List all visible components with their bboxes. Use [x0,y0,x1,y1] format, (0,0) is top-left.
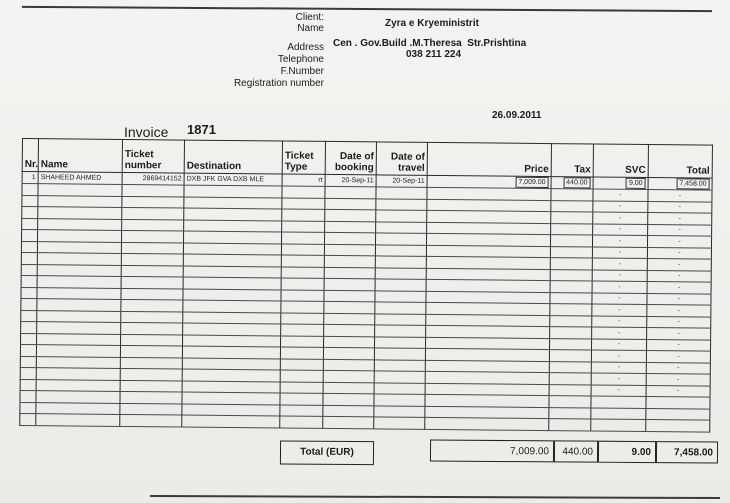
total-grand: 7,458.00 [656,441,718,463]
empty-cell [550,258,592,270]
empty-cell [549,407,591,419]
empty-cell [281,243,324,255]
empty-cell [550,292,592,304]
empty-cell [281,255,324,267]
header-total: Total [648,145,712,179]
empty-cell [376,221,427,233]
empty-cell [183,323,281,335]
empty-cell [184,197,282,209]
empty-cell: - [647,282,711,294]
empty-cell [325,186,376,198]
empty-cell [20,367,36,379]
empty-cell [324,232,375,244]
header-date-travel: Date of travel [376,142,427,175]
empty-cell [281,289,324,301]
empty-cell [22,184,38,196]
empty-cell [282,186,325,198]
empty-cell [184,208,282,220]
empty-cell [280,393,323,405]
empty-cell [323,382,374,394]
bottom-rule [150,495,720,499]
empty-cell [549,419,591,431]
row-nr: 1 [22,172,38,184]
empty-cell [282,197,325,209]
empty-cell [324,313,375,325]
empty-cell [323,359,374,371]
empty-cell [323,347,374,359]
empty-cell: - [592,292,647,304]
total-tax: 440.00 [554,440,598,462]
empty-cell [374,417,425,429]
empty-cell [591,396,646,408]
empty-cell: - [647,328,711,340]
empty-cell [22,195,38,207]
header-date-booking: Date of booking [325,141,376,174]
total-price: 7,009.00 [430,440,554,463]
client-name: Zyra e Kryeministrit [385,18,479,29]
row-ticket-type: rt [282,174,325,186]
empty-cell [182,392,280,404]
empty-cell: - [646,339,710,351]
row-tax-value: 440.00 [563,177,591,188]
empty-cell [21,321,37,333]
empty-cell [22,218,38,230]
empty-cell [121,253,183,265]
header-name: Name [38,139,122,173]
empty-cell [122,184,184,196]
empty-cell [121,334,183,346]
empty-cell [646,397,710,409]
empty-cell [375,279,426,291]
empty-cell [184,231,282,243]
empty-cell: - [593,200,648,212]
empty-cell [375,290,426,302]
empty-cell [324,244,375,256]
empty-cell: - [592,258,647,270]
empty-cell [551,212,593,224]
empty-cell: - [648,213,712,225]
empty-cell [550,246,592,258]
empty-cell [591,407,646,419]
empty-cell [646,420,710,432]
empty-cell [376,198,427,210]
empty-cell [281,324,324,336]
empty-cell: - [591,361,646,373]
empty-cell: - [647,293,711,305]
empty-cell [550,315,592,327]
empty-cell [22,230,38,242]
empty-cell: - [592,327,647,339]
empty-cell [21,310,37,322]
empty-cell [36,368,120,380]
client-label: Client: [295,12,324,23]
empty-cell [280,347,323,359]
empty-cell [281,301,324,313]
empty-cell [549,384,591,396]
empty-cell: - [592,235,647,247]
empty-cell [375,233,426,245]
empty-cell [121,311,183,323]
row-price-value: 7,009.00 [515,177,548,188]
header-ticket-number: Ticket number [122,139,184,173]
fnumber-label: F.Number [280,66,324,77]
empty-cell: - [646,374,710,386]
empty-cell [375,256,426,268]
empty-cell [549,338,591,350]
empty-cell [183,289,281,301]
empty-cell [280,381,323,393]
empty-cell [281,335,324,347]
client-address: Cen . Gov.Build .M.Theresa Str.Prishtina [333,38,527,49]
empty-cell: - [592,304,647,316]
empty-cell [375,267,426,279]
empty-cell [323,416,374,428]
empty-cell [549,350,591,362]
row-svc-value: 9.00 [626,178,646,189]
empty-cell [184,220,282,232]
empty-cell: - [647,259,711,271]
empty-cell [120,391,182,403]
empty-cell [36,391,120,403]
empty-cell [374,394,425,406]
empty-cell: - [591,338,646,350]
empty-cell [375,313,426,325]
empty-cell [551,200,593,212]
header-price: Price [427,142,551,176]
empty-cell: - [593,189,648,201]
total-eur-label: Total (EUR) [280,440,374,465]
empty-cell [182,358,280,370]
empty-cell: - [591,384,646,396]
empty-cell [37,241,121,253]
invoice-number: 1871 [187,122,216,137]
empty-cell [121,265,183,277]
empty-cell [121,288,183,300]
empty-cell [182,369,280,381]
empty-cell [425,417,549,430]
empty-cell [550,269,592,281]
empty-cell [281,266,324,278]
total-svc: 9.00 [598,441,656,463]
empty-cell [375,336,426,348]
empty-cell [550,235,592,247]
empty-cell [183,266,281,278]
empty-cell [38,195,122,207]
empty-cell [37,287,121,299]
empty-cell: - [593,223,648,235]
empty-cell: - [592,269,647,281]
header-svc: SVC [593,144,648,178]
empty-cell [324,267,375,279]
row-svc [593,177,648,190]
empty-cell [122,196,184,208]
empty-cell [120,403,182,415]
invoice-date: 26.09.2011 [492,110,542,121]
empty-cell [551,223,593,235]
empty-cell [120,345,182,357]
empty-cell [122,230,184,242]
header-ticket-type: Ticket Type [282,141,325,174]
empty-cell [280,370,323,382]
empty-cell: - [592,315,647,327]
empty-cell [37,322,121,334]
row-name: SHAHEED AHMED [38,172,122,185]
empty-cell: - [647,247,711,259]
empty-cell [21,287,37,299]
empty-cell [281,232,324,244]
empty-cell [280,358,323,370]
row-total-value: 7,458.00 [676,178,709,189]
empty-cell [37,333,121,345]
empty-cell [281,312,324,324]
empty-cell [36,379,120,391]
empty-cell [323,370,374,382]
empty-cell: - [648,190,712,202]
empty-cell [324,255,375,267]
empty-cell [374,359,425,371]
empty-cell: - [593,212,648,224]
empty-cell [323,393,374,405]
empty-cell [121,299,183,311]
empty-cell [38,218,122,230]
empty-cell: - [647,270,711,282]
empty-cell [121,276,183,288]
empty-cell [36,356,120,368]
empty-cell [121,322,183,334]
empty-cell [20,356,36,368]
empty-cell [183,277,281,289]
empty-cell: - [591,350,646,362]
empty-cell [282,220,325,232]
empty-cell [21,275,37,287]
empty-cell [550,327,592,339]
empty-cell [21,333,37,345]
empty-cell [374,382,425,394]
empty-cell [20,413,36,425]
empty-cell [375,325,426,337]
row-date-booking: 20-Sep-11 [325,174,376,186]
empty-cell [36,345,120,357]
empty-cell: - [592,281,647,293]
header-nr: Nr. [22,139,38,172]
empty-cell [280,416,323,428]
empty-cell [183,300,281,312]
empty-cell: - [592,246,647,258]
empty-cell [374,348,425,360]
empty-cell: - [646,362,710,374]
empty-cell [374,405,425,417]
empty-cell [324,336,375,348]
registration-label: Registration number [233,78,324,89]
empty-cell [37,310,121,322]
empty-cell [22,207,38,219]
empty-cell [121,242,183,254]
empty-cell [324,301,375,313]
empty-cell [280,404,323,416]
invoice-label: Invoice [124,124,169,140]
empty-cell [591,419,646,431]
empty-cell [324,290,375,302]
empty-cell [37,299,121,311]
empty-cell [38,207,122,219]
empty-cell [550,304,592,316]
empty-cell [184,185,282,197]
empty-cell: - [647,305,711,317]
row-total [648,178,712,191]
empty-cell [182,415,280,427]
empty-cell [549,373,591,385]
empty-cell [36,414,120,426]
empty-cell [21,264,37,276]
empty-cell: - [647,316,711,328]
empty-cell [21,252,37,264]
empty-cell: - [648,201,712,213]
empty-cell [182,381,280,393]
empty-cell [37,264,121,276]
header-destination: Destination [184,140,282,174]
empty-cell [375,302,426,314]
empty-cell [324,324,375,336]
empty-cell: - [591,373,646,385]
empty-cell [21,298,37,310]
empty-cell [21,241,37,253]
empty-cell [36,402,120,414]
telephone-label: Telephone [277,54,324,65]
row-date-travel: 20-Sep-11 [376,175,427,187]
empty-cell [646,408,710,420]
empty-cell [281,278,324,290]
empty-cell [325,198,376,210]
empty-cell: - [647,236,711,248]
empty-cell [323,405,374,417]
empty-cell [183,312,281,324]
invoice-table [19,138,712,435]
row-tax [551,177,593,189]
empty-cell [282,209,325,221]
empty-cell [183,335,281,347]
empty-cell [120,368,182,380]
empty-cell [551,189,593,201]
empty-cell [20,402,36,414]
empty-cell [549,396,591,408]
empty-cell [182,404,280,416]
empty-cell [324,278,375,290]
empty-cell [38,184,122,196]
empty-cell [182,346,280,358]
empty-cell [549,361,591,373]
empty-cell [183,254,281,266]
empty-cell [376,187,427,199]
empty-cell: - [648,224,712,236]
empty-cell [37,276,121,288]
empty-cell [325,209,376,221]
address-label: Address [287,42,324,53]
empty-cell: - [646,351,710,363]
empty-cell [120,380,182,392]
totals-row [280,436,720,471]
empty-cell [122,207,184,219]
empty-cell [122,219,184,231]
empty-cell [183,243,281,255]
client-telephone: 038 211 224 [406,49,462,60]
row-ticket-number: 2869414152 [122,172,184,185]
empty-cell: - [646,385,710,397]
empty-cell [20,390,36,402]
empty-cell [325,221,376,233]
empty-cell [20,379,36,391]
header-tax: Tax [551,144,593,177]
empty-cell [37,253,121,265]
empty-cell [120,357,182,369]
empty-cell [376,210,427,222]
empty-cell [120,414,182,426]
empty-cell [375,244,426,256]
name-label: Name [297,23,324,34]
row-destination: DXB JFK GVA DXB MLE [184,173,282,186]
empty-cell [38,230,122,242]
empty-cell [374,371,425,383]
empty-cell [550,281,592,293]
top-rule [22,6,712,12]
empty-cell [20,344,36,356]
